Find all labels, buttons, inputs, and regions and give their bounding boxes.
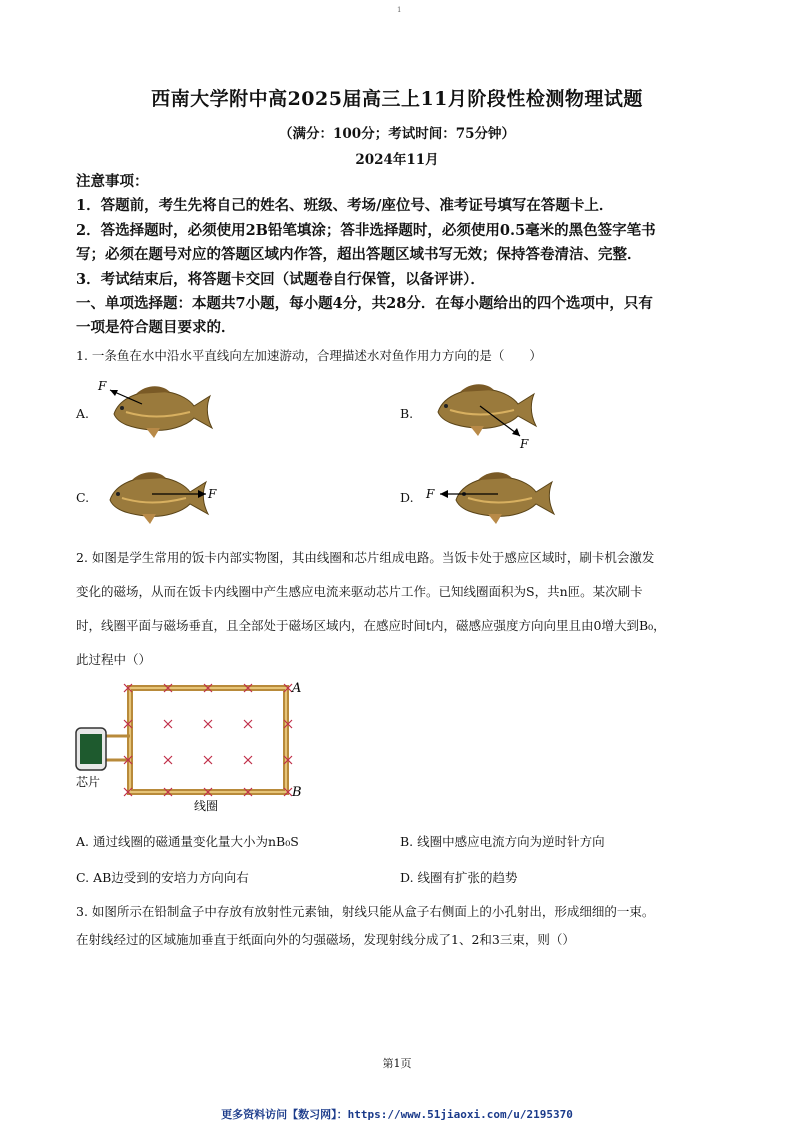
exam-info: （满分：100分；考试时间：75分钟） — [279, 126, 515, 142]
q2-stem-line1: 2. 如图是学生常用的饭卡内部实物图，其由线圈和芯片组成电路。当饭卡处于感应区域时，刷卡机会激发 — [76, 550, 655, 565]
notice-item: 3．考试结束后，将答题卡交回（试题卷自行保管，以备评讲）． — [76, 271, 485, 288]
q2-stem-line2: 变化的磁场，从而在饭卡内线圈中产生感应电流来驱动芯片工作。已知线圈面积为S，共n匝。某次刷卡 — [76, 584, 643, 599]
section-heading-cont: 一项是符合题目要求的． — [76, 319, 236, 336]
q1-option-c: C. — [76, 490, 90, 505]
exam-date: 2024年11月 — [355, 152, 439, 168]
fish-figure-d — [424, 466, 556, 526]
chip-label: 芯片 — [76, 775, 101, 789]
section-heading: 一、单项选择题：本题共7小题，每小题4分，共28分．在每小题给出的四个选项中，只有 — [76, 295, 653, 312]
force-label: F — [98, 380, 107, 393]
force-label: F — [208, 487, 217, 501]
q2-stem-line3: 时，线圈平面与磁场垂直，且全部处于磁场区域内，在感应时间t内，磁感应强度方向向里且由0增大到B₀， — [76, 618, 666, 633]
notice-item: 写；必须在题号对应的答题区域内作答，超出答题区域书写无效；保持答卷清洁、完整． — [76, 246, 642, 263]
q1-stem: 1. 一条鱼在水中沿水平直线向左加速游动，合理描述水对鱼作用力方向的是（ ） — [76, 348, 542, 363]
q2-option-c: C. AB边受到的安培力方向向右 — [76, 870, 249, 885]
coil-figure — [72, 676, 322, 816]
q1-option-a: A. — [76, 406, 90, 421]
q2-option-d: D. 线圈有扩张的趋势 — [400, 870, 518, 885]
q2-option-b: B. 线圈中感应电流方向为逆时针方向 — [400, 834, 605, 849]
fish-figure-c — [98, 466, 228, 526]
force-label: F — [520, 437, 529, 450]
q3-stem-line1: 3. 如图所示在铅制盒子中存放有放射性元素铀，射线只能从盒子右侧面上的小孔射出，形成细细的一束。 — [76, 904, 655, 919]
coil-label-a: A — [292, 681, 302, 696]
header-mark: 1 — [397, 6, 402, 14]
coil-label-b: B — [292, 785, 302, 800]
q3-stem-line2: 在射线经过的区域施加垂直于纸面向外的匀强磁场，发现射线分成了1、2和3三束，则（） — [76, 932, 575, 947]
force-label: F — [426, 487, 435, 501]
page-title: 西南大学附中高2025届高三上11月阶段性检测物理试题 — [151, 88, 643, 110]
notice-heading: 注意事项： — [76, 173, 149, 190]
notice-item: 1．答题前，考生先将自己的姓名、班级、考场/座位号、准考证号填写在答题卡上． — [76, 197, 614, 214]
q1-option-b: B. — [400, 406, 414, 421]
coil-label: 线圈 — [194, 799, 219, 813]
q2-stem-line4: 此过程中（） — [76, 652, 152, 667]
footer-link[interactable]: 更多资料访问【数习网】：https://www.51jiaoxi.com/u/2195370 — [221, 1108, 573, 1121]
page-number: 第1页 — [382, 1057, 412, 1070]
q2-option-a: A. 通过线圈的磁通量变化量大小为nB₀S — [76, 834, 299, 849]
fish-figure-b — [420, 378, 550, 450]
fish-figure-a — [94, 380, 218, 440]
q1-option-d: D. — [400, 490, 414, 505]
notice-item: 2．答选择题时，必须使用2B铅笔填涂；答非选择题时，必须使用0.5毫米的黑色签字笔书 — [76, 222, 656, 239]
